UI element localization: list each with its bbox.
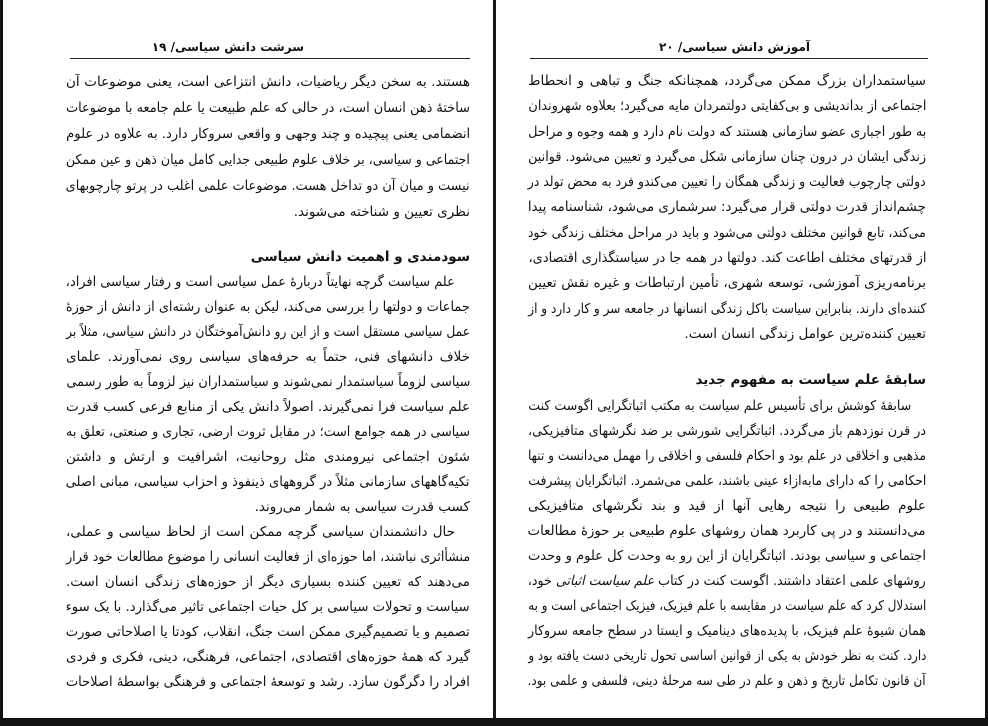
text-line-content: حال دانشمندان سیاسی گرچه ممکن است از لحاظ سیاسی و عملی، bbox=[66, 524, 455, 540]
text-line bbox=[528, 145, 926, 170]
section-heading-text: سابقهٔ علم سیاست به مفهوم جدید bbox=[695, 372, 926, 388]
text-line bbox=[66, 545, 470, 570]
right-page bbox=[494, 0, 988, 718]
text-line-content: احکامی را که دارای مابه‌ازاء عینی باشند، علمی می‌شمرد. اثباتگرایان پیشرفت bbox=[527, 473, 926, 489]
heading-line bbox=[66, 244, 470, 270]
text-line-content: کسب قدرت سیاسی به شمار می‌روند. bbox=[254, 499, 470, 515]
text-line-content: تعیین کننده‌ترین عوامل زندگی انسان است. bbox=[684, 325, 926, 342]
text-segment: روشهای علمی اعتقاد داشتند. اگوست کنت در کتاب bbox=[654, 573, 926, 589]
running-head: آموزش دانش سیاسی/ ۲۰ bbox=[659, 40, 810, 54]
text-line-content: علوم طبیعی را نتیجه رهایی آنها از قید و بند نگرشهای متافیزیکی bbox=[528, 498, 926, 514]
text-line bbox=[66, 495, 470, 520]
text-line bbox=[66, 595, 470, 620]
text-line bbox=[66, 270, 470, 295]
text-line bbox=[66, 645, 470, 670]
left-page bbox=[0, 0, 494, 718]
text-line bbox=[66, 199, 470, 225]
text-line-content: سیاسی در همه جوامع است؛ در مقابل ثروت ارضی، تجاری و صنعتی، تعلق به bbox=[65, 424, 470, 440]
text-line-content: افراد را دگرگون سازد. رشد و توسعهٔ اجتماعی و فرهنگی بواسطهٔ اصلاحات bbox=[66, 674, 470, 690]
text-line bbox=[66, 320, 470, 345]
section-body bbox=[66, 270, 470, 695]
text-line-content: برنامه‌ریزی آموزشی، توسعه شهری، تأمین ارتباطات و غیره نقش تعیین bbox=[528, 275, 926, 292]
text-line bbox=[66, 295, 470, 320]
text-line bbox=[528, 246, 926, 271]
text-line-content: از قدرتهای مختلف اطاعت کند. دولتها در همه جا در سیاستگذاری اقتصادی، bbox=[527, 250, 926, 267]
text-line bbox=[528, 469, 926, 494]
text-line bbox=[66, 173, 470, 199]
text-line-content: اجتماعی و سیاسی، بر خلاف علوم طبیعی جدایی کامل میان ذهن و عین ممکن bbox=[66, 152, 470, 168]
text-line bbox=[528, 170, 926, 195]
text-line bbox=[528, 120, 926, 145]
text-line bbox=[66, 345, 470, 370]
text-line bbox=[528, 644, 926, 669]
text-line-content: سیاستمداران بزرگ ممکن می‌گردد، همچنانکه جنگ و تباهی و انحطاط bbox=[528, 73, 926, 89]
text-line bbox=[528, 569, 926, 594]
text-line-content: علم سیاست فرا نمی‌گیرند. اصولاً دانش یکی از منابع فرعی کسب قدرت bbox=[66, 399, 470, 415]
text-line-content: سیاسی لزوماً سیاستمدار نمی‌شوند و سیاستمداران نیز لزوماً به طور رسمی bbox=[65, 374, 470, 390]
text-line bbox=[528, 619, 926, 644]
section-body bbox=[528, 394, 926, 694]
paragraph-continuation bbox=[66, 69, 470, 225]
book-title-italic: علم سیاست اثباتی bbox=[556, 573, 655, 589]
text-line-content: استدلال کرد که علم سیاست در مقایسه با علم فیزیک، فیزیک اجتماعی است و به bbox=[528, 598, 926, 614]
page-gutter bbox=[493, 0, 496, 718]
text-line bbox=[528, 494, 926, 519]
running-head: سرشت دانش سیاسی/ ۱۹ bbox=[151, 40, 304, 54]
text-line bbox=[528, 221, 926, 246]
text-line bbox=[528, 544, 926, 569]
text-line bbox=[66, 420, 470, 445]
text-line-content: می‌کند، تابع قوانین مختلف دولتی می‌شود و باید در مراحل مختلف زندگی خود bbox=[527, 224, 926, 241]
text-line bbox=[528, 69, 926, 94]
text-line bbox=[528, 519, 926, 544]
text-line bbox=[66, 620, 470, 645]
text-line-content: دولتی چارچوب فعالیت و زندگی همگان را تعیین می‌کندو فرد به محض تولد در bbox=[528, 174, 926, 191]
text-line bbox=[66, 370, 470, 395]
section-heading bbox=[66, 244, 470, 270]
text-line-content: گیرد که همهٔ حوزه‌های اقتصادی، اجتماعی، فرهنگی، دینی، فکری و فردی bbox=[66, 649, 470, 665]
text-line bbox=[66, 95, 470, 121]
text-line bbox=[66, 520, 470, 545]
text-line-content: جماعات و دولتها را بررسی می‌کند، لیکن به عنوان رشته‌ای از دانش از حوزهٔ bbox=[66, 299, 470, 315]
text-segment: خود، bbox=[528, 573, 557, 589]
header-rule bbox=[530, 58, 928, 59]
text-line bbox=[66, 570, 470, 595]
text-line bbox=[66, 670, 470, 695]
text-line-content: تکیه‌گاههای سازمانی مثلاً در گروههای ذینفوذ و احزاب سیاسی، مبانی اصلی bbox=[66, 474, 470, 490]
text-line-content: مذهبی و اخلاقی در علم بود و احکام فلسفی و اخلاقی را مهمل می‌دانست و تنها bbox=[527, 448, 926, 464]
text-line-content: می‌دانستند و در پی کاربرد همان روشهای علوم طبیعی بر حوزهٔ مطالعات bbox=[527, 523, 926, 539]
text-line-content: هستند. به سخن دیگر ریاضیات، دانش انتزاعی است، یعنی موضوعات آن bbox=[66, 74, 470, 90]
text-line bbox=[528, 297, 926, 322]
paragraph-continuation bbox=[528, 69, 926, 347]
text-line bbox=[66, 445, 470, 470]
text-line-content: می‌دهند که تعیین کننده بسیاری دیگر از حوزه‌های زندگی انسان است. bbox=[66, 574, 470, 590]
text-line-content: ساختهٔ ذهن انسان است، در حالی که علم طبیعت یا علم جامعه با موضوعات bbox=[66, 100, 470, 116]
section-heading-text: سودمندی و اهمیت دانش سیاسی bbox=[250, 249, 470, 265]
page-edge-left bbox=[0, 0, 3, 726]
text-line-content: آن قانون تکامل تاریخ و ذهن و علم در طی سه مرحلهٔ دینی، فلسفی و علمی بود. bbox=[528, 673, 926, 689]
text-line-content bbox=[528, 569, 926, 594]
text-line-content: نظری تعیین و شناخته می‌شوند. bbox=[293, 204, 470, 220]
text-line-content: در قرن نوزدهم باز می‌گردد. اثباتگرایی شورشی بر ضد نگرشهای متافیزیکی، bbox=[528, 423, 926, 439]
text-line bbox=[66, 69, 470, 95]
text-line-content: سیاست و تحولات سیاسی بر کل حیات اجتماعی تاثیر می‌گذارد. با یک سوء bbox=[66, 599, 470, 615]
text-line bbox=[528, 271, 926, 296]
text-line-content: نیست و میان آن دو تداخل هست. موضوعات علمی اغلب در پرتو چارچوبهای bbox=[66, 178, 470, 194]
text-line bbox=[66, 147, 470, 173]
text-line bbox=[528, 94, 926, 119]
text-line bbox=[528, 419, 926, 444]
text-line-content: تصمیم و یا تصمیم‌گیری ممکن است جنگ، انقلاب، کودتا یا اصلاحاتی صورت bbox=[65, 624, 470, 640]
text-line-content: شئون اجتماعی نیرومندی مثل روحانیت، اشرافیت و ارتش و داشتن bbox=[66, 449, 470, 465]
text-line-content: دارد. کنت به نظر خودش به یکی از قوانین اساسی تحول تاریخی دست یافته بود و bbox=[528, 648, 926, 664]
text-line bbox=[528, 394, 926, 419]
text-line-content: خلاف دانشهای فنی، حتماً به حرفه‌های سیاسی روی نمی‌آورند. علمای bbox=[66, 349, 470, 365]
text-line-content: علم سیاست گرچه نهایتاً دربارهٔ عمل سیاسی است و رفتار سیاسی افراد، bbox=[65, 274, 455, 290]
text-line bbox=[528, 322, 926, 347]
text-line-content: به طور اجباری عضو سازمانی هستند که دولت نام دارد و همه وجوه و مراحل bbox=[527, 123, 926, 140]
text-line-content: عمل سیاسی مستقل است و از این رو دانش‌آموختگان در دانش سیاسی، مثلاً بر bbox=[66, 324, 470, 340]
text-line-content: اجتماعی و سیاسی بودند. اثباتگرایان از این رو به وحدت کل علوم و وحدت bbox=[527, 548, 926, 564]
text-line bbox=[66, 470, 470, 495]
text-line-content: همان شیوهٔ علم فیزیک، با پدیده‌های دینامیک و ایستا در سطح جامعه سروکار bbox=[527, 623, 926, 639]
text-line-content: اجتماعی از بداندیشی و بی‌کفایتی دولتمردان مایه می‌گیرد؛ بعلاوه شهروندان bbox=[528, 98, 926, 115]
text-line bbox=[528, 669, 926, 694]
text-line bbox=[528, 594, 926, 619]
text-line bbox=[528, 195, 926, 220]
heading-line bbox=[528, 367, 926, 393]
text-line-content: کننده‌ای دارند. بنابراین سیاست باکل زندگی انسانها در جامعه سر و کار دارد و از bbox=[527, 300, 926, 317]
text-line-content: زندگی ایشان در درون چنان سازمانی شکل می‌گیرد و تعیین می‌شود. قوانین bbox=[527, 148, 926, 165]
section-heading bbox=[528, 367, 926, 393]
text-line-content: سابقهٔ کوشش برای تأسیس علم سیاست به مکتب اثباتگرایی اگوست کنت bbox=[527, 398, 911, 414]
text-line-content: چشم‌انداز قدرت دولتی قرار می‌گیرد: سرشماری می‌شود، شناسنامه پیدا bbox=[528, 199, 926, 216]
header-rule bbox=[70, 58, 470, 59]
text-line bbox=[528, 444, 926, 469]
text-line bbox=[66, 121, 470, 147]
text-line-content: انضمامی یعنی پیچیده و چند وجهی و واقعی سروکار دارد. به علاوه در علوم bbox=[65, 126, 470, 142]
text-line-content: منشأاثری نباشند، اما حوزه‌ای از فعالیت انسانی را موضوع مطالعات خود قرار bbox=[65, 549, 470, 565]
page-edge-bottom bbox=[0, 718, 988, 726]
text-line bbox=[66, 395, 470, 420]
